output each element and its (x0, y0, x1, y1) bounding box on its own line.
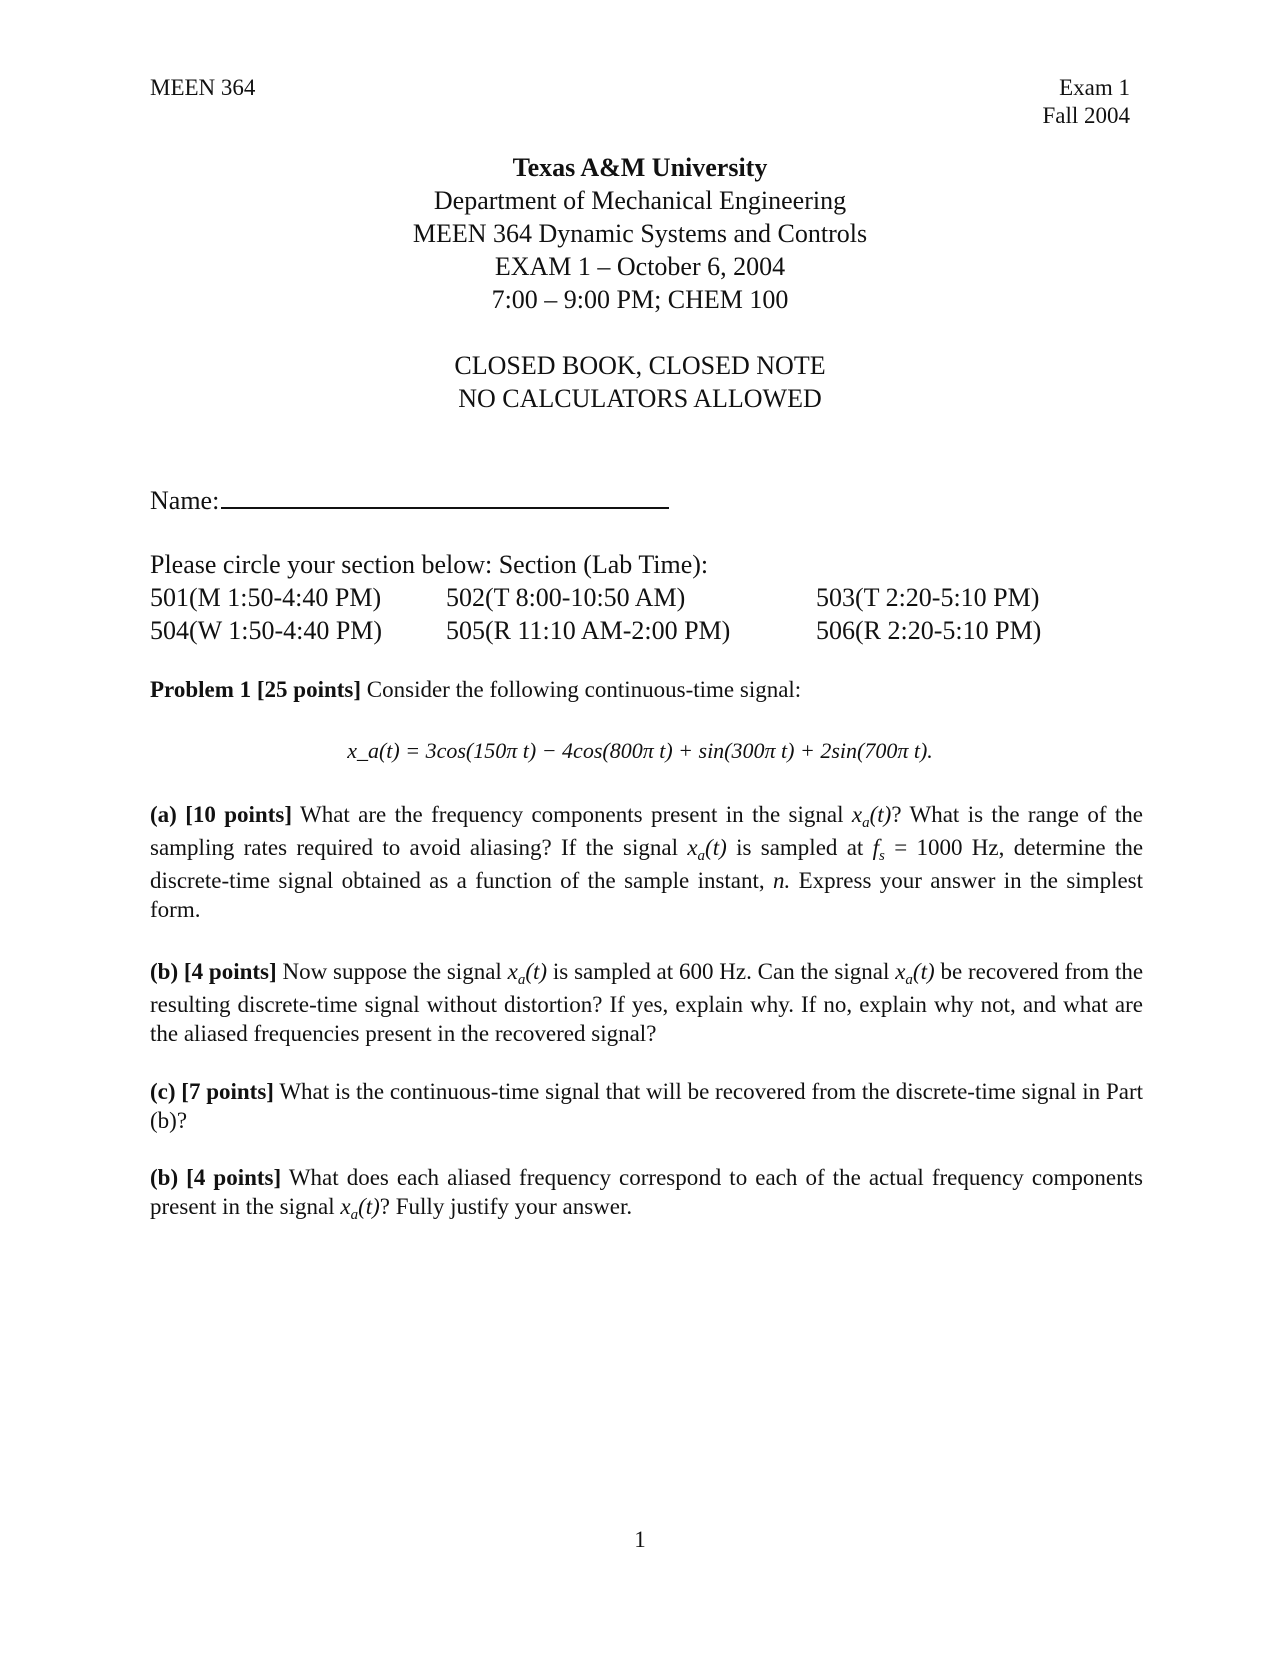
part-c-label: (c) [7 points] (150, 1079, 274, 1104)
part-d-text-2: ? Fully justify your answer. (379, 1194, 633, 1219)
signal-symbol: $x_a(t)$ (340, 1194, 380, 1223)
problem-1-heading (150, 675, 1143, 704)
department-line: Department of Mechanical Engineering (433, 186, 847, 215)
university-title: Texas A&M University (512, 153, 768, 182)
section-option-505[interactable]: 505(R 11:10 AM-2:00 PM) (446, 616, 731, 645)
course-code: MEEN 364 (150, 75, 256, 100)
part-b-text-3: be recovered from the resulting discrete-time signal without distortion? If yes, explain why. If no, explain why not, and what are the aliased frequencies present in the recovered signal? (150, 959, 1144, 1046)
part-b-text-2: is sampled at 600 Hz. Can the signal (552, 959, 890, 984)
part-a-text-3: is sampled at (736, 835, 864, 860)
part-b-label: (b) [4 points] (150, 959, 277, 984)
exam-date-line: EXAM 1 – October 6, 2004 (494, 252, 786, 281)
sample-instant-symbol: n. (773, 868, 791, 893)
part-c-text: What is the continuous-time signal that will be recovered from the discrete-time signal in Part (b)? (150, 1079, 1143, 1133)
signal-symbol: $x_a(t)$ (851, 802, 892, 831)
part-a (150, 800, 1143, 924)
part-b-text-1: Now suppose the signal (282, 959, 502, 984)
section-option-503[interactable]: 503(T 2:20-5:10 PM) (816, 583, 1040, 612)
part-a-label: (a) [10 points] (150, 802, 292, 827)
exam-label: Exam 1 (1059, 75, 1130, 100)
part-d-label: (b) [4 points] (150, 1165, 282, 1190)
part-a-text-4: = 1000 Hz, determine the discrete-time signal obtained as a function of the sample instant, (150, 835, 1144, 893)
part-d-text-1: What does each aliased frequency correspond to each of the actual frequency components present in the signal (150, 1165, 1143, 1219)
name-field[interactable] (150, 481, 669, 517)
course-title-line: MEEN 364 Dynamic Systems and Controls (412, 219, 868, 248)
time-place-line: 7:00 – 9:00 PM; CHEM 100 (491, 285, 789, 314)
term-label: Fall 2004 (1042, 103, 1130, 128)
sampling-rate-symbol: $f_s$ (872, 835, 885, 864)
part-b (150, 957, 1143, 1048)
signal-symbol: $x_a(t)$ (687, 835, 727, 864)
signal-equation (0, 738, 1280, 764)
rule-no-calculators: NO CALCULATORS ALLOWED (458, 384, 822, 413)
problem-1-intro: Consider the following continuous-time signal: (366, 677, 802, 702)
page-number: 1 (634, 1527, 646, 1552)
part-a-text-5: Express your answer in the simplest form. (150, 868, 1144, 922)
section-prompt: Please circle your section below: Section (Lab Time): (150, 550, 709, 579)
section-option-502[interactable]: 502(T 8:00-10:50 AM) (446, 583, 686, 612)
section-option-504[interactable]: 504(W 1:50-4:40 PM) (150, 616, 383, 645)
part-d (150, 1163, 1143, 1225)
part-a-text-2: ? What is the range of the sampling rates required to avoid aliasing? If the signal (150, 802, 1144, 860)
name-label: Name: (150, 486, 220, 515)
equation-text: x_a(t) = 3cos(150π t) − 4cos(800π t) + sin(300π t) + 2sin(700π t). (347, 738, 933, 763)
signal-symbol: $x_a(t)$ (895, 959, 935, 988)
part-c (150, 1077, 1143, 1135)
part-a-text-1: What are the frequency components present in the signal (299, 802, 844, 827)
rule-closed-book: CLOSED BOOK, CLOSED NOTE (454, 351, 826, 380)
section-option-501[interactable]: 501(M 1:50-4:40 PM) (150, 583, 382, 612)
problem-1-title: Problem 1 [25 points] (150, 677, 362, 702)
section-option-506[interactable]: 506(R 2:20-5:10 PM) (816, 616, 1042, 645)
signal-symbol: $x_a(t)$ (507, 959, 548, 988)
name-blank-line[interactable] (221, 481, 669, 509)
